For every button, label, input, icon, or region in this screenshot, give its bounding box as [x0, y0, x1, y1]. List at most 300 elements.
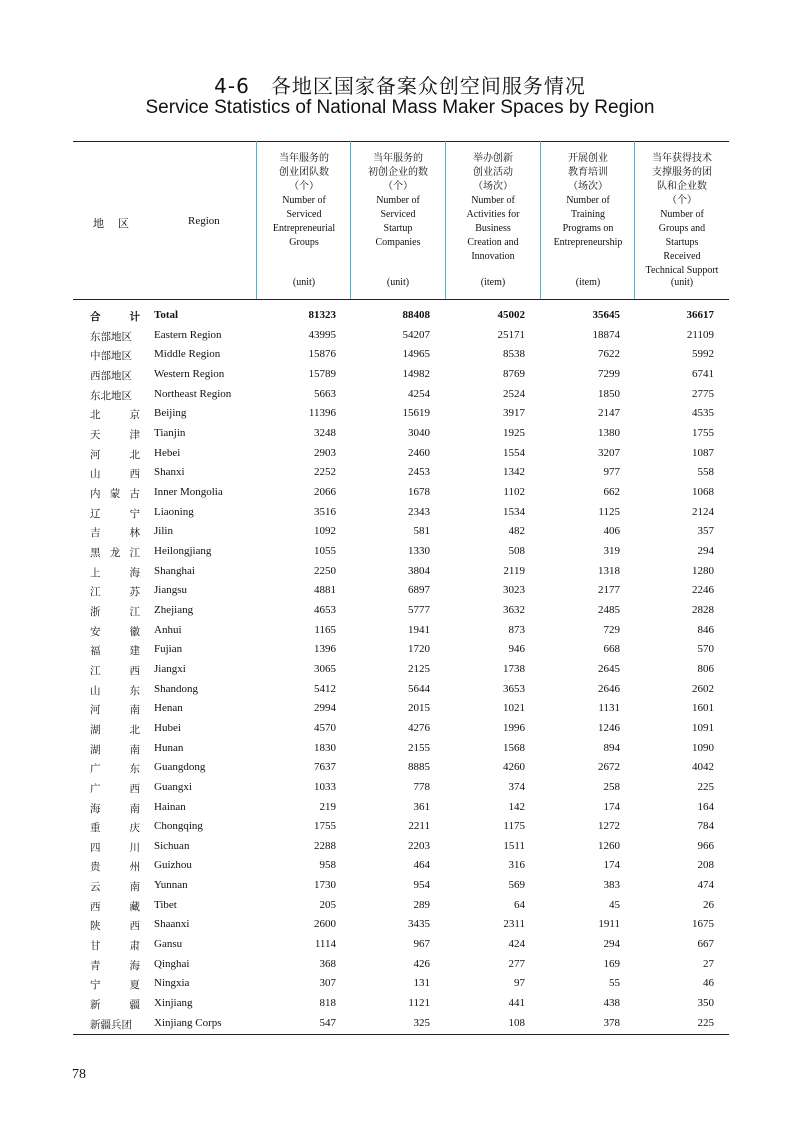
table-cell: 3065: [314, 662, 336, 675]
table-header-rule: [73, 299, 729, 300]
table-cell: 558: [697, 466, 714, 479]
table-row: [73, 683, 729, 703]
page-title-zh: 4-6 各地区国家备案众创空间服务情况: [214, 74, 586, 98]
table-cell: 4042: [692, 761, 714, 774]
table-cell: 374: [508, 780, 525, 793]
table-cell: 954: [413, 879, 430, 892]
region-name-zh: 重 庆: [90, 822, 140, 835]
table-row: [73, 899, 729, 919]
table-cell: 1055: [314, 544, 336, 557]
table-cell: 966: [697, 839, 714, 852]
table-cell: 1911: [598, 918, 620, 931]
table-cell: 1125: [598, 505, 620, 518]
table-cell: 4570: [314, 721, 336, 734]
header-text: Innovation: [471, 251, 515, 262]
table-cell: 258: [603, 780, 620, 793]
table-cell: 1396: [314, 643, 336, 656]
region-name-zh: 内 蒙 古: [90, 487, 140, 500]
table-row: [73, 918, 729, 938]
table-cell: 2645: [598, 662, 620, 675]
region-name-en: Inner Mongolia: [154, 485, 223, 498]
table-cell: 88408: [402, 309, 430, 321]
table-cell: 667: [697, 938, 714, 951]
table-row: [73, 1017, 729, 1037]
header-text: （个）: [383, 181, 413, 192]
table-cell: 7622: [598, 348, 620, 361]
region-name-en: Total: [154, 309, 179, 321]
region-name-zh: 安 徽: [90, 625, 140, 638]
table-cell: 1121: [408, 997, 430, 1010]
region-name-zh: 天 津: [90, 428, 140, 441]
header-text: Technical Support: [645, 265, 719, 276]
table-cell: 4881: [314, 584, 336, 597]
table-cell: 174: [603, 859, 620, 872]
region-name-zh: 上 海: [90, 566, 140, 579]
table-cell: 1738: [503, 662, 525, 675]
table-row: [73, 938, 729, 958]
table-cell: 294: [603, 938, 620, 951]
table-cell: 43995: [308, 328, 336, 341]
table-cell: 3917: [503, 407, 525, 420]
region-name-zh: 西 藏: [90, 900, 140, 913]
header-text: 创业活动: [473, 167, 513, 178]
header-text: （个）: [667, 195, 697, 206]
header-text: (unit): [292, 277, 316, 288]
table-row: [73, 702, 729, 722]
table-cell: 1678: [408, 485, 430, 498]
table-cell: 131: [413, 977, 430, 990]
region-name-zh: 吉 林: [90, 527, 140, 540]
table-cell: 25171: [497, 328, 525, 341]
header-text: 当年服务的: [279, 153, 329, 164]
header-text: Serviced: [286, 209, 322, 220]
header-text: Entrepreneurship: [553, 237, 623, 248]
header-text: 举办创新: [473, 153, 513, 164]
table-row: [73, 663, 729, 683]
table-cell: 164: [697, 800, 714, 813]
table-cell: 2343: [408, 505, 430, 518]
table-cell: 18874: [592, 328, 620, 341]
table-cell: 438: [603, 997, 620, 1010]
table-cell: 2600: [314, 918, 336, 931]
table-row: [73, 879, 729, 899]
region-name-en: Hebei: [154, 446, 181, 459]
table-cell: 205: [319, 898, 336, 911]
region-name-zh: 广 东: [90, 763, 140, 776]
table-cell: 4276: [408, 721, 430, 734]
table-cell: 350: [697, 997, 714, 1010]
table-row: [73, 624, 729, 644]
table-cell: 383: [603, 879, 620, 892]
region-name-zh: 甘 肃: [90, 940, 140, 953]
header-text: (item): [575, 277, 601, 288]
table-cell: 45: [609, 898, 620, 911]
table-cell: 5992: [692, 348, 714, 361]
region-name-zh: 山 东: [90, 684, 140, 697]
table-cell: 1090: [692, 741, 714, 754]
region-name-en: Chongqing: [154, 820, 203, 833]
table-row: [73, 742, 729, 762]
table-cell: 1755: [692, 426, 714, 439]
table-cell: 1941: [408, 623, 430, 636]
table-cell: 569: [508, 879, 525, 892]
table-row: [73, 427, 729, 447]
region-name-en: Jiangsu: [154, 584, 187, 597]
table-cell: 894: [603, 741, 620, 754]
table-cell: 4535: [692, 407, 714, 420]
table-cell: 2311: [503, 918, 525, 931]
header-text: Groups: [289, 237, 319, 248]
table-row: [73, 486, 729, 506]
table-row: [73, 722, 729, 742]
table-cell: 2646: [598, 682, 620, 695]
table-cell: 1087: [692, 446, 714, 459]
table-row: [73, 309, 729, 329]
table-row: [73, 820, 729, 840]
table-cell: 2211: [408, 820, 430, 833]
table-cell: 2524: [503, 387, 525, 400]
region-name-zh: 云 南: [90, 881, 140, 894]
region-name-zh: 西部地区: [90, 369, 132, 382]
region-name-en: Liaoning: [154, 505, 194, 518]
header-region-zh: 地区: [93, 217, 143, 230]
table-cell: 26: [703, 898, 714, 911]
table-cell: 5412: [314, 682, 336, 695]
table-cell: 8885: [408, 761, 430, 774]
table-cell: 2903: [314, 446, 336, 459]
header-text: Companies: [375, 237, 421, 248]
column-header: [635, 152, 729, 292]
table-cell: 2252: [314, 466, 336, 479]
header-text: 当年获得技术: [652, 153, 712, 164]
table-cell: 967: [413, 938, 430, 951]
region-name-zh: 广 西: [90, 782, 140, 795]
table-cell: 1165: [314, 623, 336, 636]
column-header: [446, 152, 540, 292]
table-row: [73, 565, 729, 585]
header-text: 当年服务的: [373, 153, 423, 164]
table-cell: 1272: [598, 820, 620, 833]
table-cell: 45002: [497, 309, 525, 321]
table-cell: 54207: [402, 328, 430, 341]
table-cell: 208: [697, 859, 714, 872]
header-text: 开展创业: [568, 153, 608, 164]
region-name-en: Shanxi: [154, 466, 185, 479]
table-cell: 64: [514, 898, 525, 911]
header-text: Number of: [376, 195, 420, 206]
table-row: [73, 781, 729, 801]
table-cell: 55: [609, 977, 620, 990]
header-text: Startup: [383, 223, 413, 234]
table-cell: 8538: [503, 348, 525, 361]
table-row: [73, 466, 729, 486]
table-row: [73, 506, 729, 526]
table-cell: 174: [603, 800, 620, 813]
table-cell: 2015: [408, 702, 430, 715]
table-row: [73, 329, 729, 349]
table-cell: 474: [697, 879, 714, 892]
table-cell: 2246: [692, 584, 714, 597]
region-name-zh: 陕 西: [90, 920, 140, 933]
table-cell: 15876: [308, 348, 336, 361]
table-cell: 1996: [503, 721, 525, 734]
table-cell: 2828: [692, 603, 714, 616]
table-cell: 1601: [692, 702, 714, 715]
table-cell: 97: [514, 977, 525, 990]
page-number: 78: [72, 1067, 86, 1082]
region-name-en: Sichuan: [154, 839, 190, 852]
region-name-zh: 河 南: [90, 704, 140, 717]
region-name-en: Ningxia: [154, 977, 190, 990]
table-cell: 3804: [408, 564, 430, 577]
table-cell: 5663: [314, 387, 336, 400]
table-cell: 1131: [598, 702, 620, 715]
region-name-zh: 辽 宁: [90, 507, 140, 520]
table-cell: 3023: [503, 584, 525, 597]
table-cell: 2775: [692, 387, 714, 400]
table-cell: 368: [319, 957, 336, 970]
table-cell: 946: [508, 643, 525, 656]
table-cell: 1033: [314, 780, 336, 793]
page-title-en: Service Statistics of National Mass Maker Spaces by Region: [145, 97, 655, 118]
region-name-zh: 贵 州: [90, 861, 140, 874]
header-region-en: Region: [188, 215, 220, 227]
table-cell: 15789: [308, 367, 336, 380]
region-name-en: Guangdong: [154, 761, 206, 774]
table-cell: 289: [413, 898, 430, 911]
table-cell: 1091: [692, 721, 714, 734]
region-name-en: Tianjin: [154, 426, 186, 439]
table-cell: 2453: [408, 466, 430, 479]
header-text: Number of: [566, 195, 610, 206]
table-cell: 6897: [408, 584, 430, 597]
table-cell: 668: [603, 643, 620, 656]
table-cell: 11396: [308, 407, 336, 420]
region-name-en: Xinjiang Corps: [154, 1016, 222, 1029]
table-row: [73, 840, 729, 860]
table-row: [73, 643, 729, 663]
table-row: [73, 958, 729, 978]
region-name-zh: 湖 北: [90, 723, 140, 736]
table-cell: 2155: [408, 741, 430, 754]
table-cell: 14965: [402, 348, 430, 361]
region-name-zh: 东北地区: [90, 389, 132, 402]
table-cell: 6741: [692, 367, 714, 380]
region-name-zh: 新疆兵团: [90, 1018, 132, 1031]
table-row: [73, 801, 729, 821]
table-cell: 21109: [686, 328, 714, 341]
table-cell: 2288: [314, 839, 336, 852]
table-row: [73, 977, 729, 997]
table-cell: 1511: [503, 839, 525, 852]
column-header: [541, 152, 635, 292]
table-cell: 7637: [314, 761, 336, 774]
table-cell: 2119: [503, 564, 525, 577]
table-cell: 378: [603, 1016, 620, 1029]
table-cell: 958: [319, 859, 336, 872]
table-cell: 846: [697, 623, 714, 636]
header-text: （场次）: [568, 181, 608, 192]
table-cell: 806: [697, 662, 714, 675]
table-cell: 169: [603, 957, 620, 970]
table-cell: 1175: [503, 820, 525, 833]
region-name-zh: 黑 龙 江: [90, 546, 140, 559]
region-name-en: Northeast Region: [154, 387, 232, 400]
table-cell: 1330: [408, 544, 430, 557]
table-cell: 1850: [598, 387, 620, 400]
header-text: 创业团队数: [279, 167, 329, 178]
table-cell: 3653: [503, 682, 525, 695]
table-cell: 2250: [314, 564, 336, 577]
table-cell: 662: [603, 485, 620, 498]
table-cell: 219: [319, 800, 336, 813]
region-name-en: Hainan: [154, 800, 186, 813]
table-cell: 15619: [402, 407, 430, 420]
table-row: [73, 388, 729, 408]
table-row: [73, 859, 729, 879]
table-row: [73, 997, 729, 1017]
table-top-rule: [73, 141, 729, 142]
table-cell: 1260: [598, 839, 620, 852]
table-cell: 2066: [314, 485, 336, 498]
region-name-en: Heilongjiang: [154, 544, 212, 557]
table-cell: 1830: [314, 741, 336, 754]
table-cell: 2460: [408, 446, 430, 459]
table-cell: 1925: [503, 426, 525, 439]
table-cell: 2147: [598, 407, 620, 420]
region-name-en: Gansu: [154, 938, 183, 951]
table-cell: 35645: [592, 309, 620, 321]
header-text: Activities for: [466, 209, 520, 220]
header-text: （场次）: [473, 181, 513, 192]
region-name-en: Beijing: [154, 407, 187, 420]
region-name-zh: 青 海: [90, 959, 140, 972]
header-text: Startups: [665, 237, 699, 248]
region-name-en: Middle Region: [154, 348, 221, 361]
table-cell: 464: [413, 859, 430, 872]
table-cell: 3040: [408, 426, 430, 439]
table-cell: 3435: [408, 918, 430, 931]
header-text: (unit): [670, 277, 694, 288]
region-name-en: Guizhou: [154, 859, 192, 872]
table-row: [73, 447, 729, 467]
header-text: (unit): [386, 277, 410, 288]
table-cell: 1720: [408, 643, 430, 656]
header-text: 教育培训: [568, 167, 608, 178]
region-name-zh: 新 疆: [90, 999, 140, 1012]
region-name-en: Hubei: [154, 721, 181, 734]
table-cell: 225: [697, 1016, 714, 1029]
region-name-en: Yunnan: [154, 879, 188, 892]
table-cell: 108: [508, 1016, 525, 1029]
region-name-en: Tibet: [154, 898, 177, 911]
table-cell: 570: [697, 643, 714, 656]
table-cell: 406: [603, 525, 620, 538]
table-cell: 2485: [598, 603, 620, 616]
header-text: Serviced: [380, 209, 416, 220]
column-header: [257, 152, 351, 292]
table-cell: 1730: [314, 879, 336, 892]
table-cell: 1675: [692, 918, 714, 931]
column-header: [351, 152, 445, 292]
table-cell: 319: [603, 544, 620, 557]
table-cell: 547: [319, 1016, 336, 1029]
table-cell: 1246: [598, 721, 620, 734]
table-cell: 441: [508, 997, 525, 1010]
header-text: Programs on: [562, 223, 614, 234]
region-name-en: Shanghai: [154, 564, 195, 577]
table-cell: 361: [413, 800, 430, 813]
region-name-zh: 海 南: [90, 802, 140, 815]
header-text: Entrepreneurial: [272, 223, 336, 234]
table-row: [73, 545, 729, 565]
table-cell: 294: [697, 544, 714, 557]
header-text: 队和企业数: [657, 181, 707, 192]
table-cell: 36617: [686, 309, 714, 321]
table-cell: 426: [413, 957, 430, 970]
table-cell: 325: [413, 1016, 430, 1029]
table-row: [73, 368, 729, 388]
table-cell: 1342: [503, 466, 525, 479]
region-name-zh: 江 西: [90, 664, 140, 677]
header-text: Creation and: [467, 237, 519, 248]
region-name-zh: 江 苏: [90, 586, 140, 599]
region-name-en: Shaanxi: [154, 918, 190, 931]
table-cell: 2672: [598, 761, 620, 774]
table-cell: 46: [703, 977, 714, 990]
table-cell: 1755: [314, 820, 336, 833]
header-text: Received: [663, 251, 701, 262]
table-cell: 3207: [598, 446, 620, 459]
table-cell: 1068: [692, 485, 714, 498]
header-text: Number of: [282, 195, 326, 206]
table-cell: 277: [508, 957, 525, 970]
table-cell: 424: [508, 938, 525, 951]
table-row: [73, 525, 729, 545]
table-cell: 581: [413, 525, 430, 538]
region-name-zh: 北 京: [90, 409, 140, 422]
table-cell: 307: [319, 977, 336, 990]
region-name-zh: 宁 夏: [90, 979, 140, 992]
header-text: 支撑服务的团: [652, 167, 712, 178]
table-cell: 225: [697, 780, 714, 793]
region-name-en: Western Region: [154, 367, 225, 380]
table-cell: 27: [703, 957, 714, 970]
table-cell: 1534: [503, 505, 525, 518]
region-name-zh: 中部地区: [90, 350, 132, 363]
header-text: （个）: [289, 181, 319, 192]
table-cell: 873: [508, 623, 525, 636]
table-cell: 3516: [314, 505, 336, 518]
table-cell: 2177: [598, 584, 620, 597]
table-cell: 1380: [598, 426, 620, 439]
region-name-en: Guangxi: [154, 780, 192, 793]
region-name-en: Shandong: [154, 682, 198, 695]
table-cell: 482: [508, 525, 525, 538]
header-text: Business: [475, 223, 511, 234]
table-cell: 142: [508, 800, 525, 813]
region-name-en: Xinjiang: [154, 997, 193, 1010]
header-text: 初创企业的数: [368, 167, 428, 178]
table-cell: 1114: [314, 938, 336, 951]
region-name-en: Qinghai: [154, 957, 190, 970]
table-cell: 1568: [503, 741, 525, 754]
region-name-zh: 福 建: [90, 645, 140, 658]
region-name-zh: 东部地区: [90, 330, 132, 343]
table-cell: 508: [508, 544, 525, 557]
region-name-en: Jiangxi: [154, 662, 186, 675]
table-cell: 778: [413, 780, 430, 793]
